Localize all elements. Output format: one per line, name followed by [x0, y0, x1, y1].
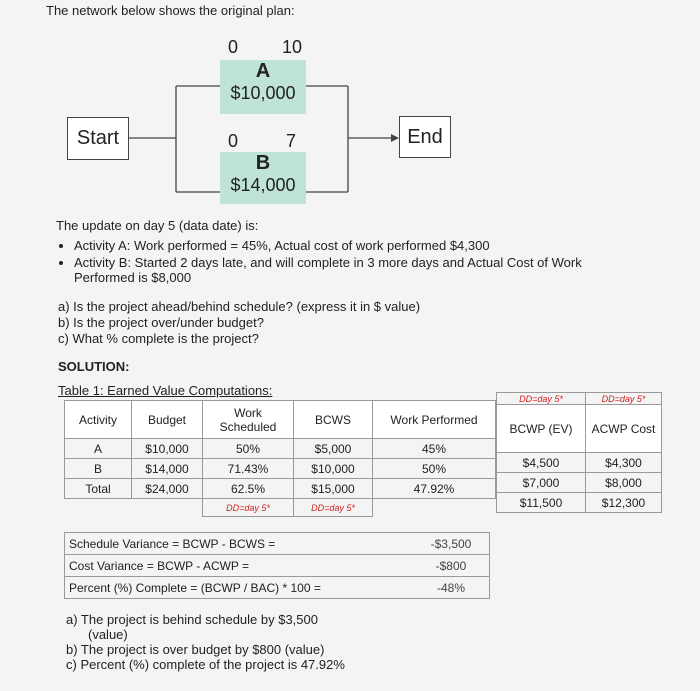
network-connectors: [0, 0, 700, 210]
variance-value: -$3,500: [413, 533, 490, 555]
cell-work-performed: 50%: [373, 459, 496, 479]
cell-acwp: $4,300: [586, 453, 662, 473]
solution-label: SOLUTION:: [58, 359, 130, 374]
cell-acwp: $12,300: [586, 493, 662, 513]
cell-budget: $24,000: [132, 479, 203, 499]
table-header-row: [65, 401, 496, 439]
dd-note-row: [65, 499, 496, 517]
cell-acwp: $8,000: [586, 473, 662, 493]
question-c: c) What % complete is the project?: [58, 331, 259, 346]
earned-value-table: [64, 400, 496, 517]
table-row: [65, 459, 496, 479]
activity-a-cost: $10,000: [230, 83, 296, 103]
variance-value: -$800: [413, 555, 490, 577]
cell-budget: $14,000: [132, 459, 203, 479]
table-row: [65, 479, 496, 499]
cell-work-scheduled: 62.5%: [203, 479, 294, 499]
dd-note-row-top: [497, 393, 662, 405]
question-b: b) Is the project over/under budget?: [58, 315, 264, 330]
cell-work-performed: 45%: [373, 439, 496, 459]
answer-c: c) Percent (%) complete of the project is 47.92%: [66, 657, 345, 672]
cell-activity: B: [65, 459, 132, 479]
dd-note-bcws: DD=day 5*: [294, 499, 373, 517]
activity-b-name: B: [255, 152, 271, 174]
cell-budget: $10,000: [132, 439, 203, 459]
dd-note-bcwp: DD=day 5*: [497, 393, 586, 405]
dd-note-acwp: DD=day 5*: [586, 393, 662, 405]
variance-row: [65, 577, 490, 599]
col-work-performed: Work Performed: [373, 401, 496, 439]
cell-bcws: $5,000: [294, 439, 373, 459]
bullet-activity-a: • Activity A: Work performed = 45%, Actual cost of work performed $4,300: [74, 238, 641, 253]
answer-a-cont: (value): [88, 627, 128, 642]
activity-a-box: [220, 60, 306, 114]
cell-bcwp: $11,500: [497, 493, 586, 513]
variance-label: Percent (%) Complete = (BCWP / BAC) * 100 =: [65, 577, 414, 599]
intro-text: The network below shows the original plan:: [46, 3, 295, 18]
bullet-activity-b: • Activity B: Started 2 days late, and will complete in 3 more days and Actual Cost of Work Performed is $8,000: [74, 255, 641, 285]
update-list: [56, 238, 641, 287]
variance-table: [64, 532, 490, 599]
activity-b-start-time: 0: [228, 131, 239, 151]
cell-activity: A: [65, 439, 132, 459]
table-row: [497, 473, 662, 493]
cell-bcws: $15,000: [294, 479, 373, 499]
activity-a-name: A: [255, 60, 271, 82]
cell-bcwp: $4,500: [497, 453, 586, 473]
start-node: [67, 117, 129, 160]
col-bcws: BCWS: [294, 401, 373, 439]
col-bcwp: BCWP (EV): [497, 405, 586, 453]
end-node: [399, 116, 451, 158]
update-title: The update on day 5 (data date) is:: [56, 218, 259, 233]
variance-label: Schedule Variance = BCWP - BCWS =: [65, 533, 414, 555]
table-row: [65, 439, 496, 459]
cell-bcwp: $7,000: [497, 473, 586, 493]
col-acwp: ACWP Cost: [586, 405, 662, 453]
activity-a-finish-time: 10: [282, 37, 303, 57]
col-work-scheduled: Work Scheduled: [203, 401, 294, 439]
cell-work-scheduled: 50%: [203, 439, 294, 459]
cell-work-performed: 47.92%: [373, 479, 496, 499]
col-activity: Activity: [65, 401, 132, 439]
activity-b-finish-time: 7: [286, 131, 297, 151]
start-label: Start: [76, 127, 120, 149]
answer-a: a) The project is behind schedule by $3,500: [66, 612, 318, 627]
activity-b-cost: $14,000: [230, 175, 296, 195]
variance-value: -48%: [413, 577, 490, 599]
side-header-row: [497, 405, 662, 453]
table-row: [497, 493, 662, 513]
activity-a-start-time: 0: [228, 37, 239, 57]
cell-work-scheduled: 71.43%: [203, 459, 294, 479]
variance-row: [65, 533, 490, 555]
answer-b: b) The project is over budget by $800 (value): [66, 642, 325, 657]
variance-label: Cost Variance = BCWP - ACWP =: [65, 555, 414, 577]
question-a: a) Is the project ahead/behind schedule? (express it in $ value): [58, 299, 421, 314]
table-row: [497, 453, 662, 473]
variance-row: [65, 555, 490, 577]
activity-b-box: [220, 152, 306, 204]
ev-side-table: [496, 392, 662, 513]
table-title: Table 1: Earned Value Computations:: [58, 383, 273, 398]
cell-activity: Total: [65, 479, 132, 499]
col-budget: Budget: [132, 401, 203, 439]
dd-note-work-scheduled: DD=day 5*: [203, 499, 294, 517]
end-label: End: [407, 125, 443, 148]
cell-bcws: $10,000: [294, 459, 373, 479]
